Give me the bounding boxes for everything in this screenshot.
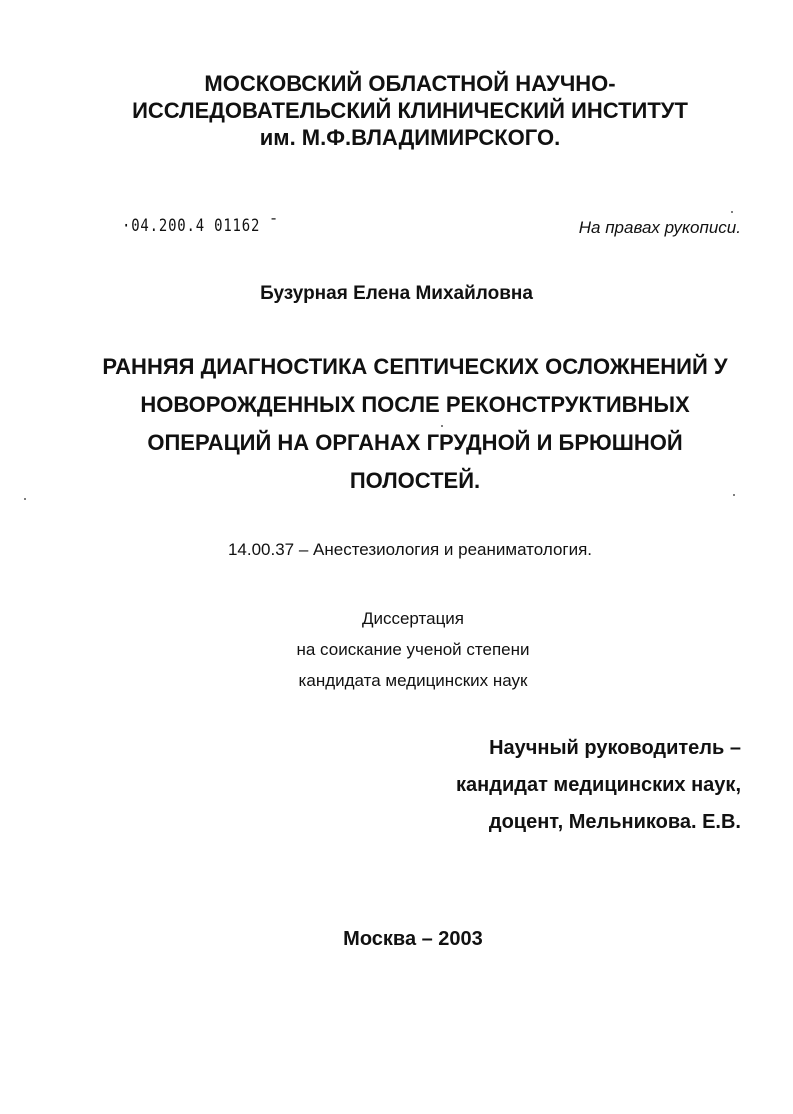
title-line-2: НОВОРОЖДЕННЫХ ПОСЛЕ РЕКОНСТРУКТИВНЫХ xyxy=(140,392,690,417)
title-line-4: ПОЛОСТЕЙ. xyxy=(349,468,481,493)
author-name: Бузурная Елена Михайловна xyxy=(260,283,533,304)
institute-line-2: ИССЛЕДОВАТЕЛЬСКИЙ КЛИНИЧЕСКИЙ ИНСТИТУТ xyxy=(132,98,688,123)
supervisor-line-3: доцент, Мельникова. Е.В. xyxy=(488,811,741,833)
scan-speck xyxy=(731,211,733,213)
title-line-3: ОПЕРАЦИЙ НА ОРГАНАХ ГРУДНОЙ И БРЮШНОЙ xyxy=(147,430,683,455)
institute-line-1: МОСКОВСКИЙ ОБЛАСТНОЙ НАУЧНО- xyxy=(204,71,616,96)
supervisor-block xyxy=(456,730,741,841)
institute-line-3: им. М.Ф.ВЛАДИМИРСКОГО. xyxy=(259,125,561,150)
degree-statement xyxy=(0,603,793,696)
title-line-1: РАННЯЯ ДИАГНОСТИКА СЕПТИЧЕСКИХ ОСЛОЖНЕНИЙ У xyxy=(102,354,728,379)
degree-line-1: Диссертация xyxy=(361,609,465,628)
degree-line-3: кандидата медицинских наук xyxy=(298,671,528,690)
degree-line-2: на соискание ученой степени xyxy=(296,640,530,659)
institute-name xyxy=(60,70,760,151)
scan-speck xyxy=(441,425,443,427)
specialty-code: 14.00.37 – Анестезиология и реаниматология. xyxy=(227,540,593,559)
scan-speck xyxy=(24,498,26,500)
registration-number: ·04.200.4 01162 ˉ xyxy=(122,216,279,236)
city-year: Москва – 2003 xyxy=(343,928,483,950)
thesis-title xyxy=(60,348,770,500)
supervisor-line-1: Научный руководитель – xyxy=(489,737,741,759)
supervisor-line-2: кандидат медицинских наук, xyxy=(456,774,741,796)
scan-speck xyxy=(733,494,735,496)
manuscript-note: На правах рукописи. xyxy=(578,218,741,237)
